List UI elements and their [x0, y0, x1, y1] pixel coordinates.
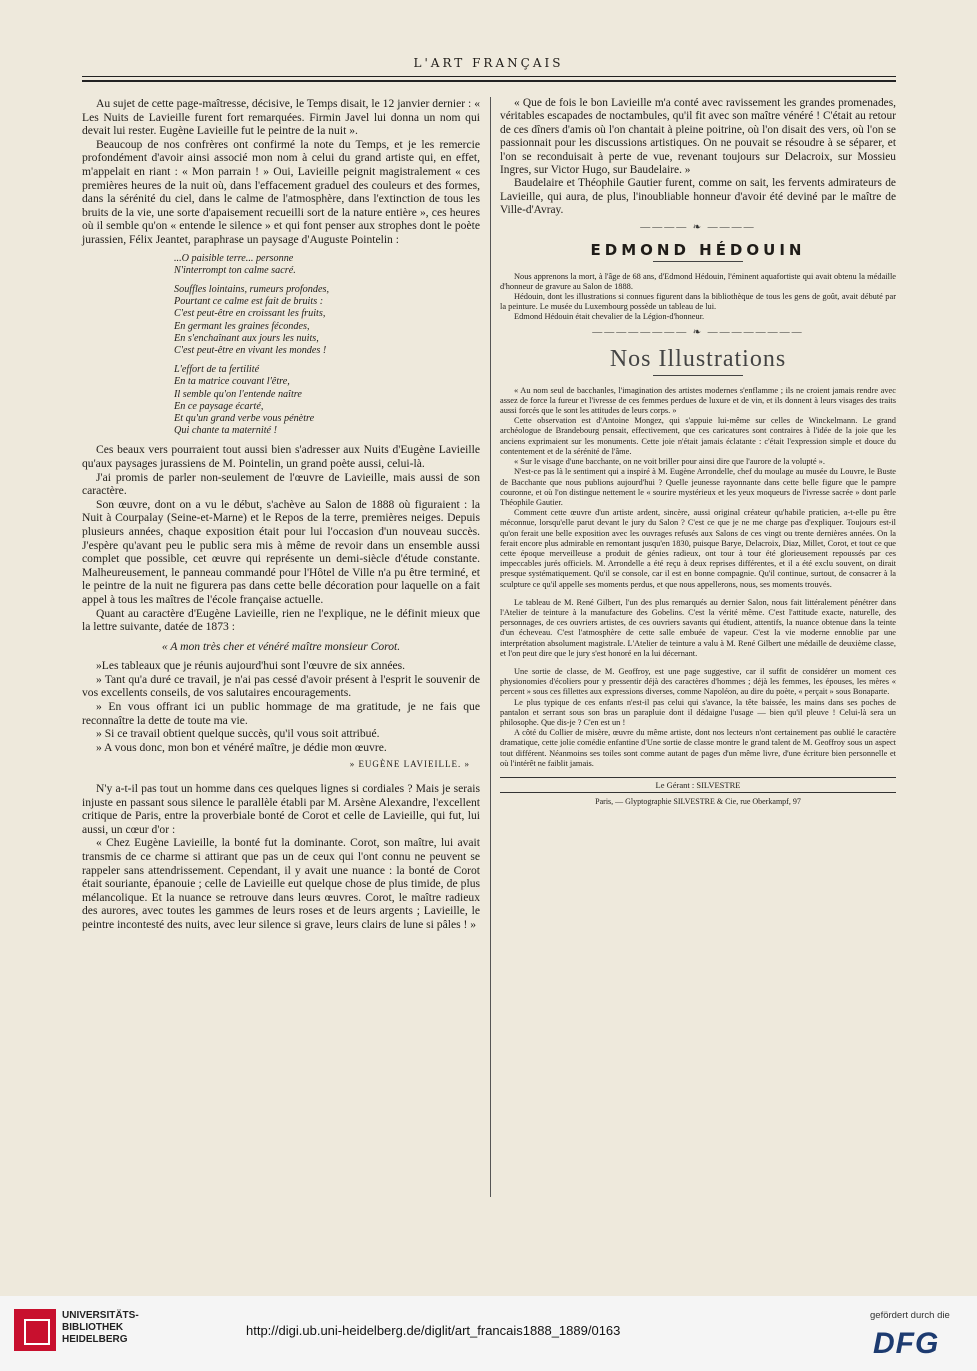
obituary-title: EDMOND HÉDOUIN: [590, 240, 806, 259]
verse-line: C'est peut-être en croissant les fruits,: [174, 308, 326, 320]
gerant-line: Le Gérant : SILVESTRE: [500, 777, 896, 793]
ornament-divider: ———— ❧ ————: [640, 221, 756, 233]
letter-paragraph: » En vous offrant ici un public hommage de ma gratitude, je ne fais que reconnaître la dette de toute ma vie.: [82, 700, 480, 727]
running-head: L'ART FRANÇAIS: [413, 56, 564, 70]
verse-line: Qui chante ta maternité !: [174, 425, 277, 437]
title-underline: [653, 375, 743, 376]
paragraph: « Chez Eugène Lavieille, la bonté fut la dominante. Corot, son maître, lui avait transmis de ce charme si attirant que pas un de ceux qui l'ont connu ne peuvent se rappeler sans attendrissement. Cependant, il y avait une nuance : la bonté de Corot était souriante, épanouie ; celle de Lavieille eut quelque chose de plus timide, de plus mélancolique. Et la nuance se retrouve dans leurs œuvres. Corot, le maître radieux des aurores, avec toutes les gammes de leurs roses et de leurs argents ; Lavieille, le peintre incontesté des nuits, avec leur silence si grave, leurs clairs de lune si pâles ! »: [82, 836, 480, 931]
title-underline: [653, 261, 743, 262]
paragraph: Comment cette œuvre d'un artiste ardent, sincère, aussi original créateur qu'habile praticien, a-t-elle pu être méconnue, lorsqu'elle parut devant le jury du Salon ? C'est ce que je ne me charge pas d'expliquer. Toujours est-il qu'on ferait une belle exposition avec les ouvrages refusés aux Salons de ces vingt ou trente dernières années. On la ferait encore plus admirable en remontant jusqu'en 1830, puisque Barye, Delacroix, Diaz, Millet, Corot, et tout ce que cette époque merveilleuse a produit de génies radieux, ont tour à tour été glorieusement repoussés par ces impeccables jurés officiels. M. Arrondelle a été reçu à deux reprises différentes, et il a été exclu souvent, on dirait presque systématiquement. Qu'il se console, car il est en bonne compagnie. Qu'il continue, surtout, de consacrer à la sculpture ce qu'il appelle ses moments perdus, et que nous appellerons, nous, ses moments trouvés.: [500, 508, 896, 589]
verse-line: Et qu'un grand verbe vous pénètre: [174, 412, 315, 424]
letter-signature: » EUGÈNE LAVIEILLE. »: [349, 759, 470, 770]
column-divider: [490, 97, 491, 1197]
obituary-paragraph: Nous apprenons la mort, à l'âge de 68 ans, d'Edmond Hédouin, l'éminent aquafortiste qui avait obtenu la médaille d'honneur de gravure au Salon de 1888.: [500, 271, 896, 291]
right-column: [500, 97, 896, 806]
verse-line: ...O paisible terre... personne: [174, 252, 294, 264]
paragraph: Beaucoup de nos confrères ont confirmé la note du Temps, et je les remercie profondément d'avoir ainsi associé mon nom à celui du grand artiste qui, en effet, m'appelait en riant : « Mon parrain ! » Oui, Lavieille peignit magistralement « ces premières heures de la nuit où, dans l'effacement graduel des couleurs et des formes, dans la sérénité du ciel, dans le calme de l'atmosphère, dans l'extinction de tous les bruits de la vie, une sorte d'apaisement recueilli sort de la nature entière », ces heures où il semble qu'on « entende le silence » et qui font penser aux strophes dont le poète jurassien, Félix Jeantet, paraphrase un paysage d'Auguste Pointelin :: [82, 137, 480, 246]
letter-paragraph: » Si ce travail obtient quelque succès, qu'il vous soit attribué.: [96, 727, 380, 741]
institution-name[interactable]: UNIVERSITÄTS- BIBLIOTHEK HEIDELBERG: [62, 1310, 139, 1345]
letter-salutation: « A mon très cher et vénéré maître monsieur Corot.: [161, 639, 401, 653]
viewer-footer: [0, 1296, 977, 1371]
imprint-line: Paris, — Glyptographie SILVESTRE & Cie, rue Oberkampf, 97: [595, 796, 801, 806]
header-rule-thick: [82, 80, 896, 82]
funding-note: gefördert durch die: [870, 1310, 950, 1321]
paragraph: « Au nom seul de bacchanles, l'imagination des artistes modernes s'enflamme ; ils ne croient jamais rendre avec assez de force la fureur et l'ivresse de ces femmes perdues de luxure et de vin, et ils donnent à leurs visages des traits aussi forcés que le sont les attitudes de leurs corps. »: [500, 385, 896, 416]
permalink-url[interactable]: http://digi.ub.uni-heidelberg.de/diglit/art_francais1888_1889/0163: [246, 1323, 621, 1338]
verse-line: Pourtant ce calme est fait de bruits :: [174, 296, 324, 308]
paragraph: « Sur le visage d'une bacchante, on ne voit briller pour ainsi dire que l'aurore de la volupté ».: [514, 457, 825, 467]
verse-line: En germant les graines fécondes,: [174, 320, 310, 332]
verse-line: En s'enchaînant aux jours les nuits,: [174, 332, 319, 344]
letter-paragraph: » Tant qu'a duré ce travail, je n'ai pas cessé d'avoir présent à l'esprit le souvenir de vos excellents conseils, de vos salutaires encouragements.: [82, 672, 480, 700]
paragraph: Le tableau de M. René Gilbert, l'un des plus remarqués au dernier Salon, nous fait littéralement pénétrer dans l'Atelier de teinture à la manufacture des Gobelins. C'est la vérité même. C'est l'attitude exacte, naturelle, des personnages, de ces ouvriers artistes, de ces ouvriers savants qui étudient, attentifs, la nuance obtenue dans la teinte d'un écheveau. C'est l'atmosphère de cette salle embuée de vapeur. C'est la vie moderne ennoblie par une interprétation absolument magistrale. L'Atelier de teinture a valu à M. René Gilbert une médaille de deuxième classe, et l'on peut dire que le jury s'est honoré en la lui décernant.: [500, 597, 896, 658]
verse-line: C'est peut-être en vivant les mondes !: [174, 344, 327, 356]
paragraph: Ces beaux vers pourraient tout aussi bien s'adresser aux Nuits d'Eugène Lavieille qu'aux paysages jurassiens de M. Pointelin, un grand poète aussi, celui-là.: [82, 443, 480, 470]
verse-stanza-1: [174, 253, 480, 438]
letter-paragraph: » A vous donc, mon bon et vénéré maître, je dédie mon œuvre.: [96, 740, 387, 754]
paragraph: N'est-ce pas là le sentiment qui a inspiré à M. Eugène Arrondelle, chef du moulage au musée du Louvre, le Buste de Bacchante que nous publions aujourd'hui ? Quelle jeunesse rayonnante dans cette belle figure que le pampre couronne, et où l'on distingue nettement le « sourire mystérieux et les yeux moqueurs de l'ivresse sacrée » dont parle Théophile Gautier.: [500, 467, 896, 507]
verse-line: L'effort de ta fertilité: [174, 364, 260, 376]
header-rule: [82, 76, 896, 77]
paragraph: Au sujet de cette page-maîtresse, décisive, le Temps disait, le 12 janvier dernier : « Les Nuits de Lavieille furent fort remarquées. Firmin Javel lui donna un nom qui devait lui rester. Eugène Lavieille fut le peintre de la nuit ».: [82, 97, 480, 138]
verse-line: Il semble qu'on l'entende naître: [174, 388, 302, 400]
verse-line: Souffles lointains, rumeurs profondes,: [174, 283, 329, 295]
dfg-logo[interactable]: DFG: [873, 1327, 940, 1360]
paragraph: A côté du Collier de misère, œuvre du même artiste, dont nos lecteurs n'ont certainement pas oublié le caractère dramatique, cette jolie comédie enfantine d'Une sortie de classe montre le grand talent de M. Geoffroy sous un aspect tout différent. Néanmoins ses toiles sont comme autant de pages d'un même livre, d'une écriture bien personnelle et où l'intérêt ne faiblit jamais.: [500, 728, 896, 768]
university-logo-icon[interactable]: [14, 1309, 56, 1351]
paragraph: N'y a-t-il pas tout un homme dans ces quelques lignes si cordiales ? Mais je serais injuste en passant sous silence le parallèle établi par M. Arsène Alexandre, l'excellent critique de Paris, entre la proverbiale bonté de Corot et celle de Lavieille, qui fut, lui aussi, un cœur d'or :: [82, 782, 480, 836]
verse-line: N'interrompt ton calme sacré.: [174, 264, 296, 276]
letter-paragraph: »Les tableaux que je réunis aujourd'hui sont l'œuvre de six années.: [96, 659, 406, 673]
verse-line: En ta matrice couvant l'être,: [174, 376, 290, 388]
obituary-paragraph: Hédouin, dont les illustrations si connues figurent dans la bibliothèque de tous les gens de goût, avait débuté par la peinture. Le musée du Luxembourg possède un tableau de lui.: [500, 292, 896, 312]
verse-line: En ce paysage écarté,: [174, 400, 264, 412]
paragraph: J'ai promis de parler non-seulement de l'œuvre de Lavieille, mais aussi de son caractère.: [82, 470, 480, 498]
paragraph: Une sortie de classe, de M. Geoffroy, est une page suggestive, car il suffit de considérer un moment ces physionomies d'écoliers pour y pressentir déjà des caractères d'hommes ; déjà les femmes, les épouses, les mères « percent » sous ces fillettes aux expressions diverses, comme Napoléon, au dire du poète, « perçait » sous Bonaparte.: [500, 666, 896, 697]
paragraph: Cette observation est d'Antoine Mongez, qui s'appuie lui-même sur celles de Winckelmann. Le grand archéologue de Brandebourg pensait, effectivement, que ces caricatures sont contraires à l'idée de la joie que les anciens exprimaient sur les monuments. Cette joie n'était jamais éclatante : c'était l'expression simple et douce du contentement et de la sérénité de l'âme.: [500, 416, 896, 456]
paragraph: « Que de fois le bon Lavieille m'a conté avec ravissement les grandes promenades, véritables escapades de noctambules, qu'il fit avec son maître vénéré ! C'était au retour de ces dîners d'amis où l'on chantait à pleine poitrine, où l'on disait des vers, où l'on se passionnait pour les discussions artistiques. On ne pouvait se résoudre à se séparer, et l'on se reconduisait à perte de vue, revenant toujours sur Delacroix, sur Mossieu Ingres, sur Victor Hugo, sur Baudelaire. »: [500, 97, 896, 177]
paragraph: Baudelaire et Théophile Gautier furent, comme on sait, les fervents admirateurs de Lavieille, qui aura, de plus, l'inoubliable honneur d'avoir été deviné par le maître de Ville-d'Avray.: [500, 177, 896, 217]
section-title: Nos Illustrations: [609, 345, 787, 372]
left-column: [82, 97, 480, 932]
paragraph: Son œuvre, dont on a vu le début, s'achève au Salon de 1888 où figuraient : la Nuit à Courpalay (Seine-et-Marne) et le Repos de la terre, premières neiges. Depuis plusieurs années, chaque exposition était pour lui l'occasion d'un nouveau succès. J'espère qu'avant peu le public sera mis à même de revoir dans un ensemble aussi complet que possible, cet œuvre qui représente un demi-siècle d'étude constante. Malheureusement, le panneau commandé pour l'Hôtel de Ville n'a pu être terminé, et le peintre de la nuit ne figurera pas dans cette belle décoration pour laquelle on a fait appel à tous les maîtres de l'école française actuelle.: [82, 497, 480, 606]
paragraph: Quant au caractère d'Eugène Lavieille, rien ne l'explique, ne le définit mieux que la lettre suivante, datée de 1873 :: [82, 606, 480, 634]
ornament-divider: ———————— ❧ ————————: [592, 326, 804, 338]
paragraph: Le plus typique de ces enfants n'est-il pas celui qui s'avance, la tête baissée, les mains dans ses poches de pantalon et serrant sous son bras un parapluie dont il dédaigne l'usage — bien qu'il pleuve ! Celui-là sera un philosophe. Que dis-je ? C'en est un !: [500, 697, 896, 727]
obituary-paragraph: Edmond Hédouin était chevalier de la Légion-d'honneur.: [514, 312, 705, 322]
